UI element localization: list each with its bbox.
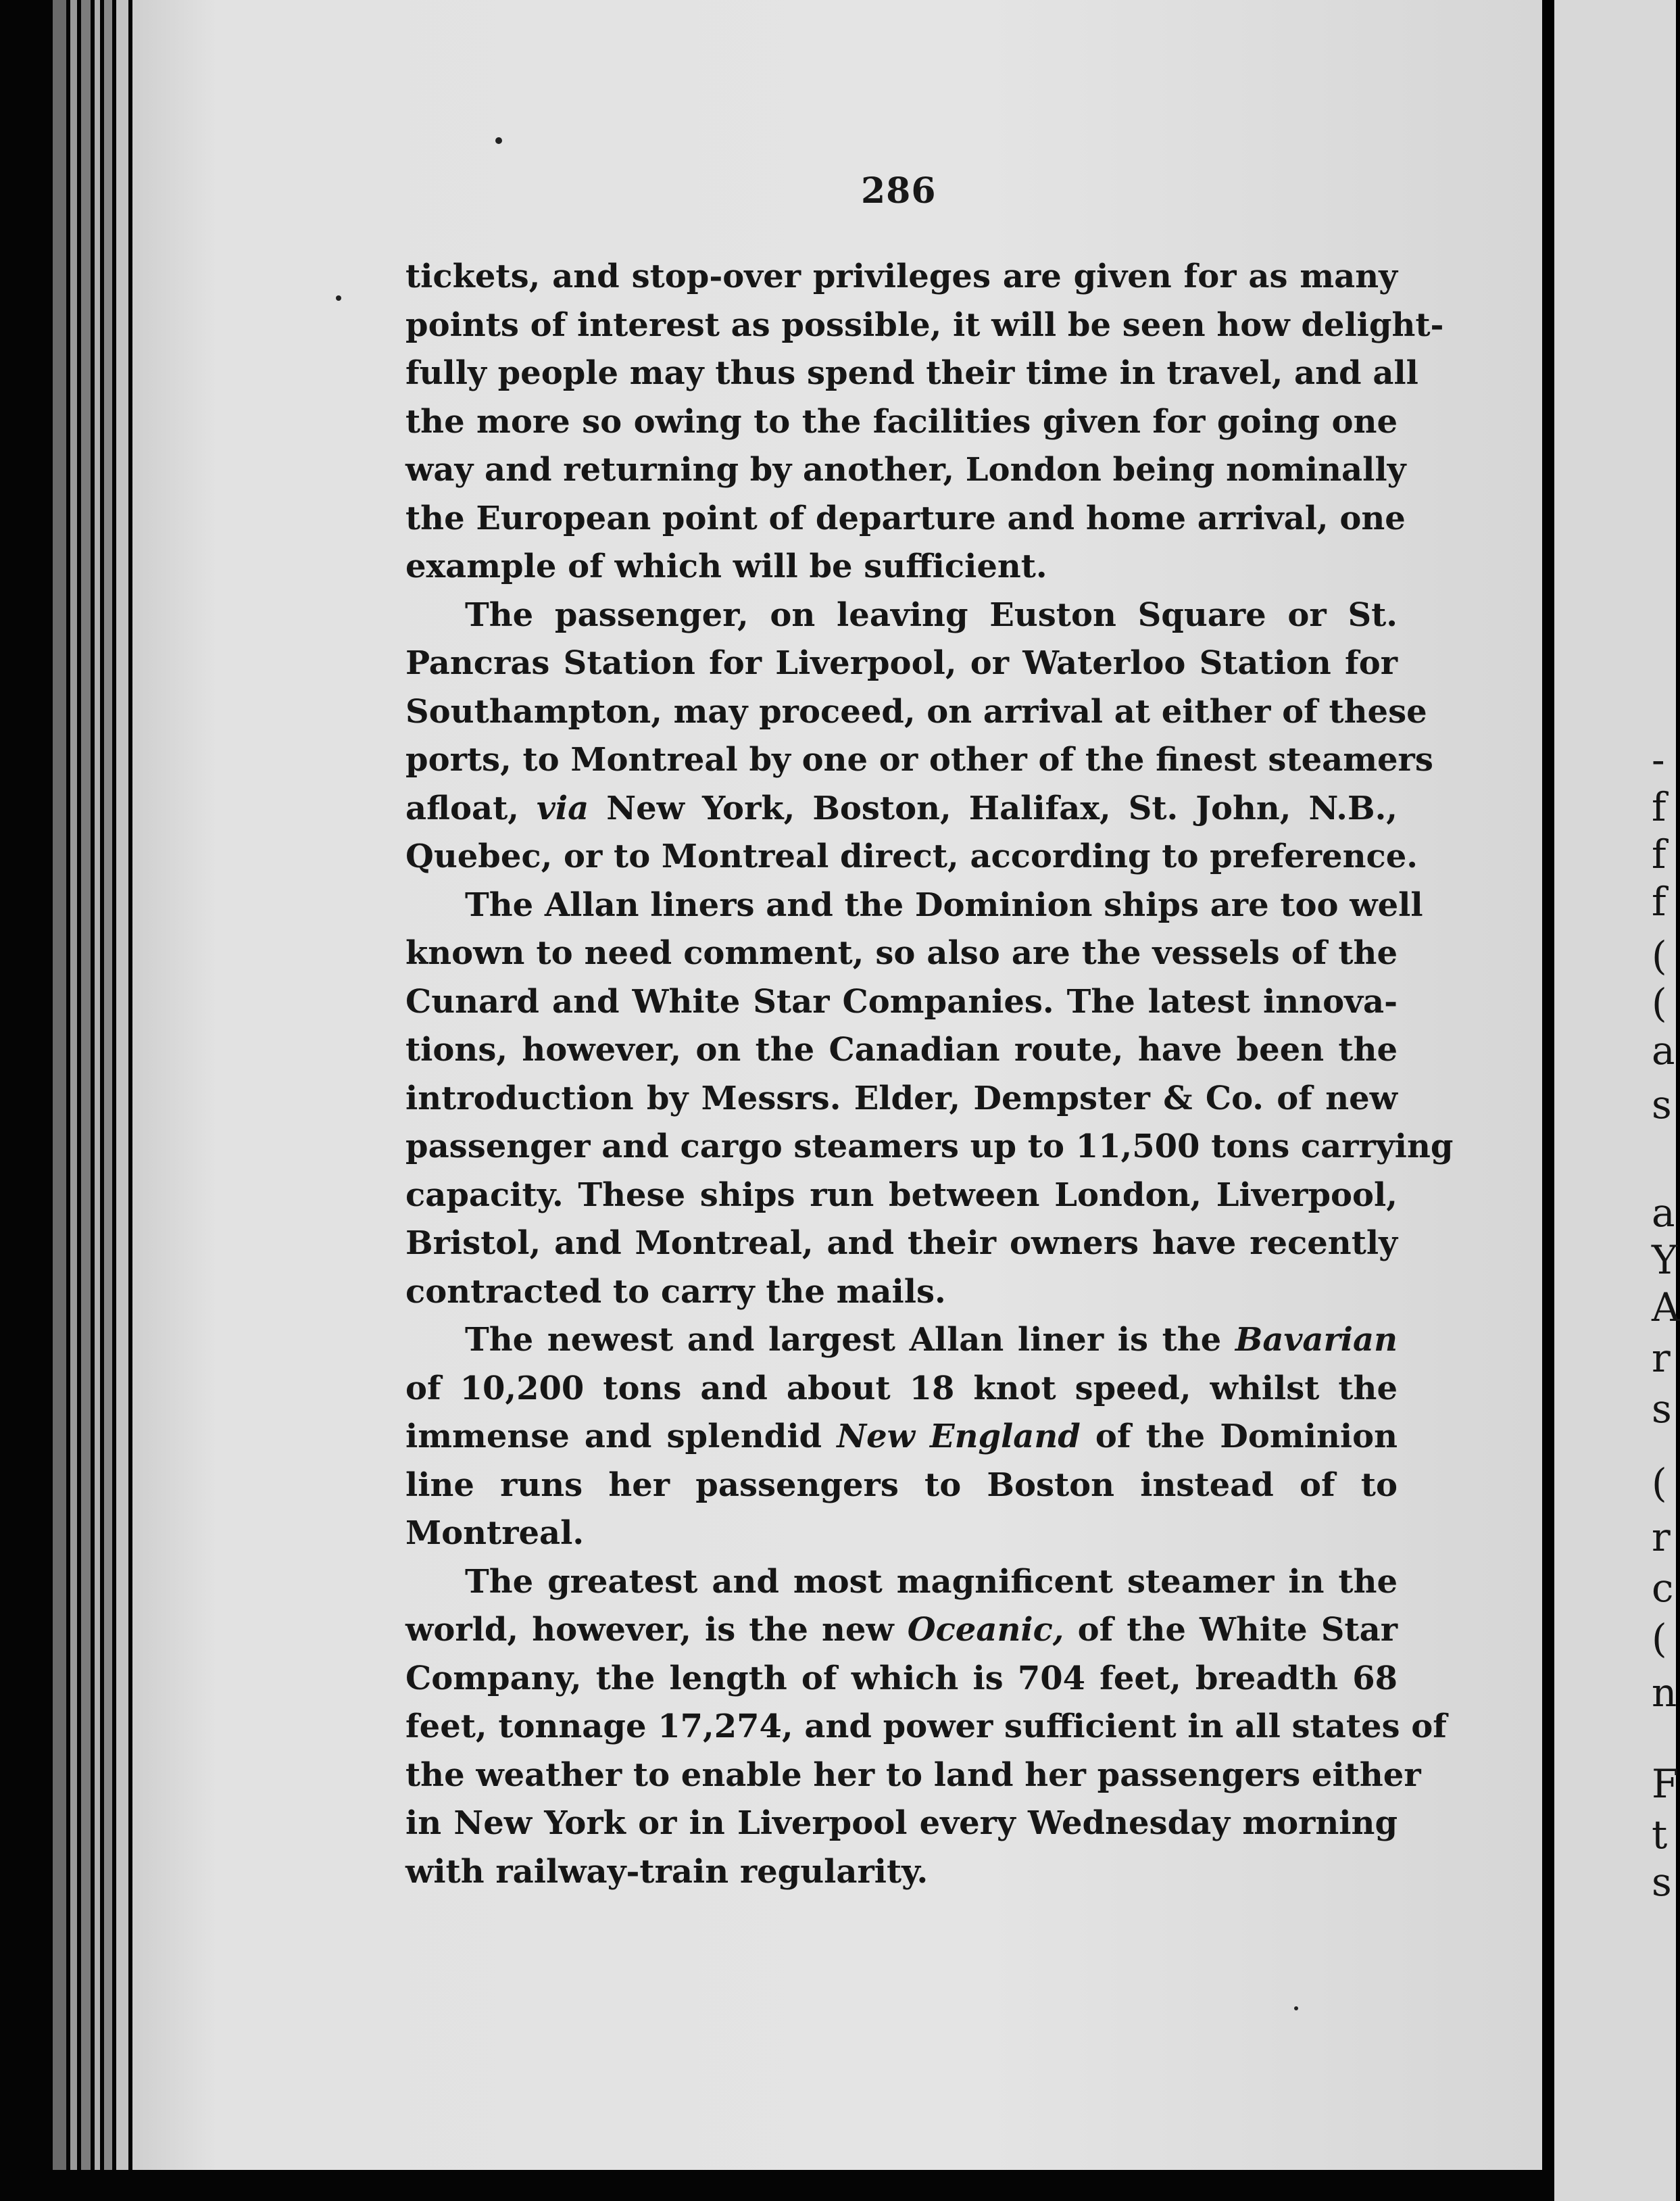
- text-line: of 10,200 tons and about 18 knot speed, whilst the: [405, 1369, 1398, 1407]
- binding-edge: [81, 0, 91, 2201]
- scan-bottom-edge: [0, 2170, 1554, 2201]
- binding-edge: [53, 0, 66, 2201]
- text-line: The greatest and most magnificent steamer in the: [465, 1562, 1398, 1601]
- text-line: passenger and cargo steamers up to 11,500 tons carrying: [405, 1128, 1454, 1165]
- facing-page-fragment: c: [1652, 1565, 1674, 1611]
- facing-page-fragment: r: [1652, 1514, 1671, 1560]
- facing-page-fragment: f: [1652, 831, 1666, 877]
- facing-page-fragment: (: [1652, 933, 1667, 979]
- text-line: ports, to Montreal by one or other of the finest steamers: [405, 741, 1433, 779]
- facing-page-fragment: F: [1652, 1761, 1679, 1807]
- text-line: known to need comment, so also are the vessels of the: [405, 934, 1398, 972]
- scan-speck: [1294, 2006, 1298, 2010]
- text-line: world, however, is the new Oceanic, of the White Star: [405, 1611, 1398, 1649]
- text-line: Quebec, or to Montreal direct, according to preference.: [405, 838, 1418, 875]
- text-line: The Allan liners and the Dominion ships are too well: [465, 886, 1423, 924]
- text-line: The newest and largest Allan liner is the Bavarian: [465, 1321, 1398, 1359]
- text-line: fully people may thus spend their time in travel, and all: [405, 354, 1418, 392]
- facing-page-fragment: A: [1652, 1284, 1680, 1330]
- text-line: Pancras Station for Liverpool, or Waterloo Station for: [405, 644, 1398, 682]
- text-line: with railway-train regularity.: [405, 1852, 929, 1891]
- text-line: immense and splendid New England of the Dominion: [405, 1418, 1398, 1455]
- text-line: the more so owing to the facilities given for going one: [405, 402, 1398, 441]
- facing-page-fragment: -: [1652, 737, 1665, 783]
- text-line: example of which will be sufficient.: [405, 548, 1047, 585]
- facing-page-fragment: Y: [1652, 1237, 1678, 1283]
- facing-page-fragment: (: [1652, 980, 1667, 1026]
- facing-page-fragment: f: [1652, 784, 1666, 830]
- text-line: Cunard and White Star Companies. The latest innova-: [405, 982, 1398, 1021]
- facing-page-fragment: a: [1652, 1027, 1675, 1073]
- body-text: [405, 253, 1454, 1896]
- text-line: introduction by Messrs. Elder, Dempster & Co. of new: [405, 1079, 1398, 1117]
- text-line: capacity. These ships run between London, Liverpool,: [405, 1176, 1398, 1214]
- binding-edge: [95, 0, 100, 2201]
- facing-page-fragment: n: [1652, 1670, 1677, 1716]
- facing-page-fragment: a: [1652, 1190, 1675, 1236]
- text-line: tickets, and stop-over privileges are given for as many: [405, 258, 1398, 295]
- binding-edge: [104, 0, 112, 2201]
- text-line: The passenger, on leaving Euston Square or St.: [465, 596, 1398, 634]
- text-line: tions, however, on the Canadian route, have been the: [405, 1031, 1398, 1069]
- text-line: feet, tonnage 17,274, and power sufficient in all states of: [405, 1708, 1447, 1745]
- text-line: contracted to carry the mails.: [405, 1272, 946, 1311]
- facing-page-fragment: (: [1652, 1460, 1667, 1506]
- text-line: Bristol, and Montreal, and their owners have recently: [405, 1224, 1398, 1262]
- text-line: Montreal.: [405, 1514, 585, 1552]
- text-line: the weather to enable her to land her passengers either: [405, 1756, 1421, 1794]
- text-line: line runs her passengers to Boston instead of to: [405, 1466, 1398, 1504]
- facing-page-fragment: s: [1652, 1859, 1672, 1905]
- facing-page-fragment: (: [1652, 1616, 1667, 1662]
- text-line: the European point of departure and home arrival, one: [405, 499, 1406, 537]
- page-divider: [1542, 0, 1554, 2201]
- text-line: afloat, via New York, Boston, Halifax, St. John, N.B.,: [405, 789, 1398, 827]
- text-line: points of interest as possible, it will be seen how delight-: [405, 306, 1444, 344]
- text-line: Company, the length of which is 704 feet, breadth 68: [405, 1659, 1398, 1697]
- scan-speck: [336, 295, 341, 301]
- binding-edge: [70, 0, 77, 2201]
- facing-page-fragment: f: [1652, 879, 1666, 925]
- text-line: way and returning by another, London being nominally: [405, 451, 1406, 489]
- text-line: in New York or in Liverpool every Wednesday morning: [405, 1804, 1398, 1842]
- facing-page-fragment: t: [1652, 1812, 1668, 1858]
- text-line: Southampton, may proceed, on arrival at either of these: [405, 692, 1427, 731]
- facing-page-fragment: r: [1652, 1335, 1671, 1381]
- binding-edge: [116, 0, 128, 2201]
- facing-page-fragment: s: [1652, 1386, 1672, 1432]
- page-number: 286: [861, 170, 937, 212]
- scan-speck: [495, 137, 502, 144]
- facing-page-fragment: s: [1652, 1082, 1672, 1128]
